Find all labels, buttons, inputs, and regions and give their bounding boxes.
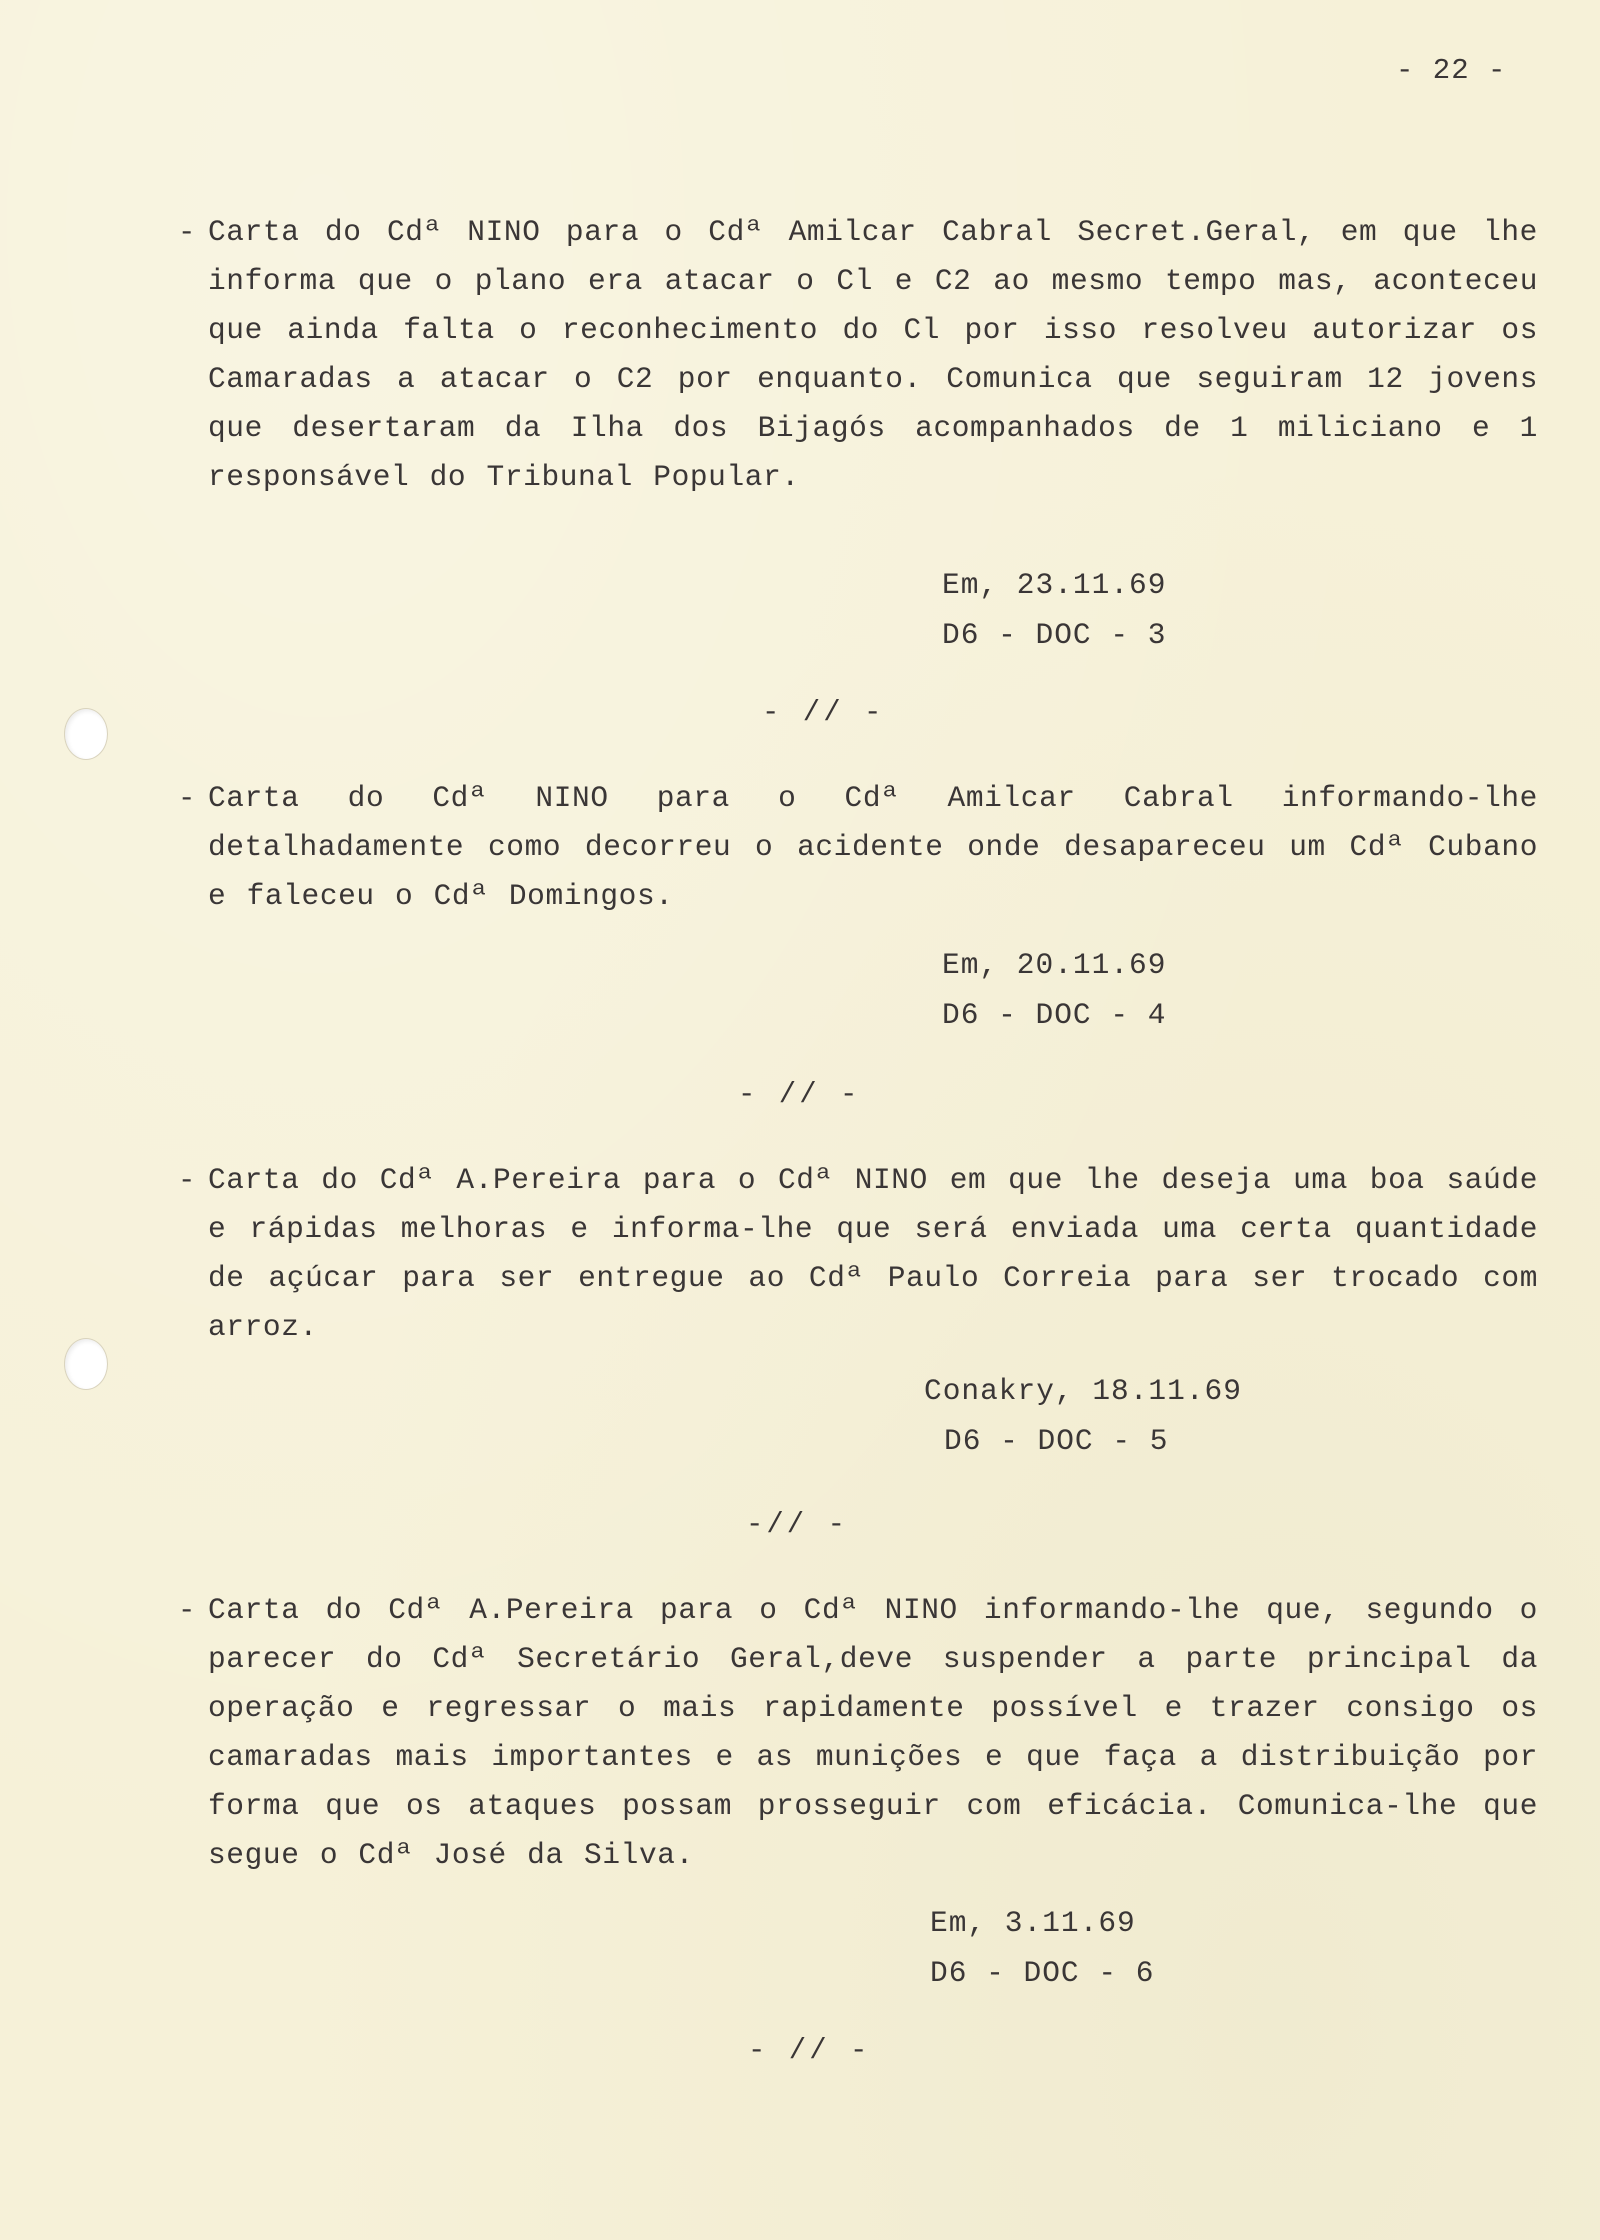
punch-hole-bottom <box>64 1338 108 1390</box>
entry-place-date: Em, 23.11.69 <box>942 568 1167 602</box>
entry-text: Carta do Cdª NINO para o Cdª Amilcar Cabral informando-lhe detalhadamente como decorreu o acidente onde desapareceu um Cdª Cubano e faleceu o Cdª Domingos. <box>208 781 1538 913</box>
entry-place-date: Em, 20.11.69 <box>942 948 1167 982</box>
entry-doc-ref: D6 - DOC - 3 <box>942 618 1167 652</box>
entry-bullet: - <box>178 1594 196 1627</box>
punch-hole-top <box>64 708 108 760</box>
entry-text: Carta do Cdª A.Pereira para o Cdª NINO informando-lhe que, segundo o parecer do Cdª Secretário Geral,deve suspender a parte principal da operação e regressar o mais rapidamente possível e trazer consigo os camaradas mais importantes e as munições e que faça a distribuição por forma que os ataques possam prosseguir com eficácia. Comunica-lhe que segue o Cdª José da Silva. <box>208 1593 1538 1872</box>
section-separator: -// - <box>746 1508 849 1541</box>
section-separator: - // - <box>738 1078 861 1111</box>
entry-bullet: - <box>178 216 196 249</box>
entry-doc-6 <box>178 1586 1538 1880</box>
entry-bullet: - <box>178 782 196 815</box>
entry-text: Carta do Cdª NINO para o Cdª Amilcar Cabral Secret.Geral, em que lhe informa que o plano era atacar o Cl e C2 ao mesmo tempo mas, aconteceu que ainda falta o reconhecimento do Cl por isso resolveu autorizar os Camaradas a atacar o C2 por enquanto. Comunica que seguiram 12 jovens que desertaram da Ilha dos Bijagós acompanhados de 1 miliciano e 1 responsável do Tribunal Popular. <box>208 215 1538 494</box>
section-separator: - // - <box>762 696 885 729</box>
entry-text: Carta do Cdª A.Pereira para o Cdª NINO em que lhe deseja uma boa saúde e rápidas melhoras e informa-lhe que será enviada uma certa quantidade de açúcar para ser entregue ao Cdª Paulo Correia para ser trocado com arroz. <box>208 1163 1538 1344</box>
entry-doc-3 <box>178 208 1538 502</box>
entry-bullet: - <box>178 1164 196 1197</box>
entry-doc-ref: D6 - DOC - 5 <box>944 1424 1169 1458</box>
entry-doc-ref: D6 - DOC - 6 <box>930 1956 1155 1990</box>
entry-doc-4 <box>178 774 1538 921</box>
entry-doc-ref: D6 - DOC - 4 <box>942 998 1167 1032</box>
section-separator: - // - <box>748 2034 871 2067</box>
entry-doc-5 <box>178 1156 1538 1352</box>
page-number: - 22 - <box>1396 54 1507 87</box>
entry-place-date: Em, 3.11.69 <box>930 1906 1136 1940</box>
entry-place-date: Conakry, 18.11.69 <box>924 1374 1242 1408</box>
